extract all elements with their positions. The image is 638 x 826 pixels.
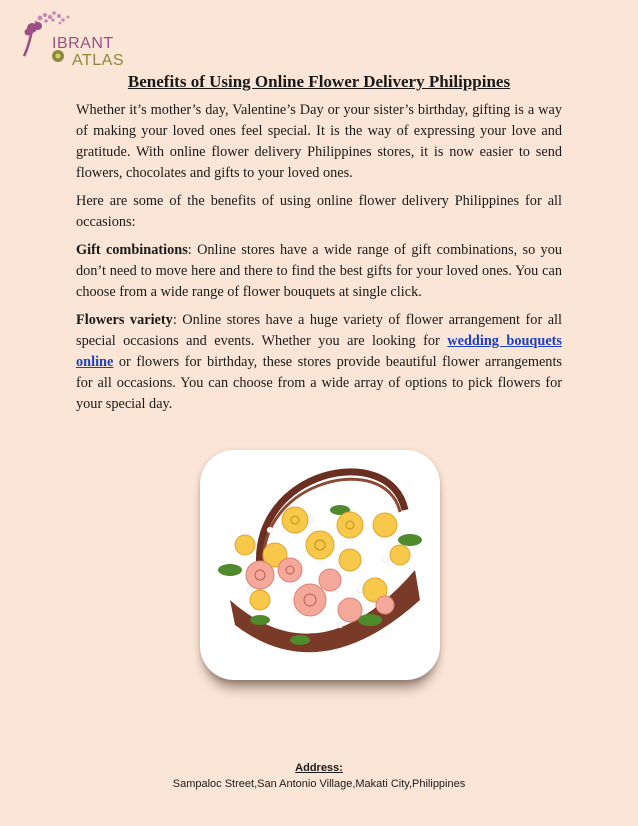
- flowers-variety-paragraph: [76, 310, 562, 415]
- logo-text-bottom: ATLAS: [72, 52, 124, 69]
- gift-combinations-heading: Gift combinations: [76, 242, 188, 258]
- flower-basket-image: [200, 450, 440, 680]
- address-text: Sampaloc Street,San Antonio Village,Makati City,Philippines: [172, 778, 466, 790]
- gift-combinations-text: : Online stores have a wide range of gift combinations, so you don’t need to move here and there to find the best gifts for your loved ones. You can choose from a wide range of flower bouquets at single click.: [76, 242, 562, 300]
- intro-paragraph: Whether it’s mother’s day, Valentine’s Day or your sister’s birthday, gifting is a way of making your loved ones feel special. It is the way of expressing your love and gratitude. With online flower delivery Philippines stores, it is now easier to send flowers, chocolates and gifts to your loved ones.: [76, 102, 562, 181]
- wedding-bouquets-link[interactable]: wedding bouquets online: [76, 333, 562, 370]
- page-title: Benefits of Using Online Flower Delivery Philippines: [127, 72, 511, 91]
- logo-text-top: IBRANT: [52, 35, 114, 52]
- gift-combinations-paragraph: [76, 240, 562, 303]
- flowers-variety-text-after: or flowers for birthday, these stores provide beautiful flower arrangements for all occasions. You can choose from a wide array of options to pick flowers for your special day.: [76, 354, 562, 412]
- benefits-intro-paragraph: Here are some of the benefits of using online flower delivery Philippines for all occasions:: [76, 193, 562, 230]
- address-label: Address:: [295, 762, 343, 774]
- flower-basket-illustration: [200, 450, 440, 680]
- article-body: [76, 100, 562, 422]
- flowers-variety-heading: Flowers variety: [76, 312, 173, 328]
- flowers-variety-text-before: : Online stores have a huge variety of flower arrangement for all special occasions and events. Whether you are looking for: [76, 312, 562, 349]
- footer: [0, 760, 638, 792]
- brand-logo: [18, 8, 124, 69]
